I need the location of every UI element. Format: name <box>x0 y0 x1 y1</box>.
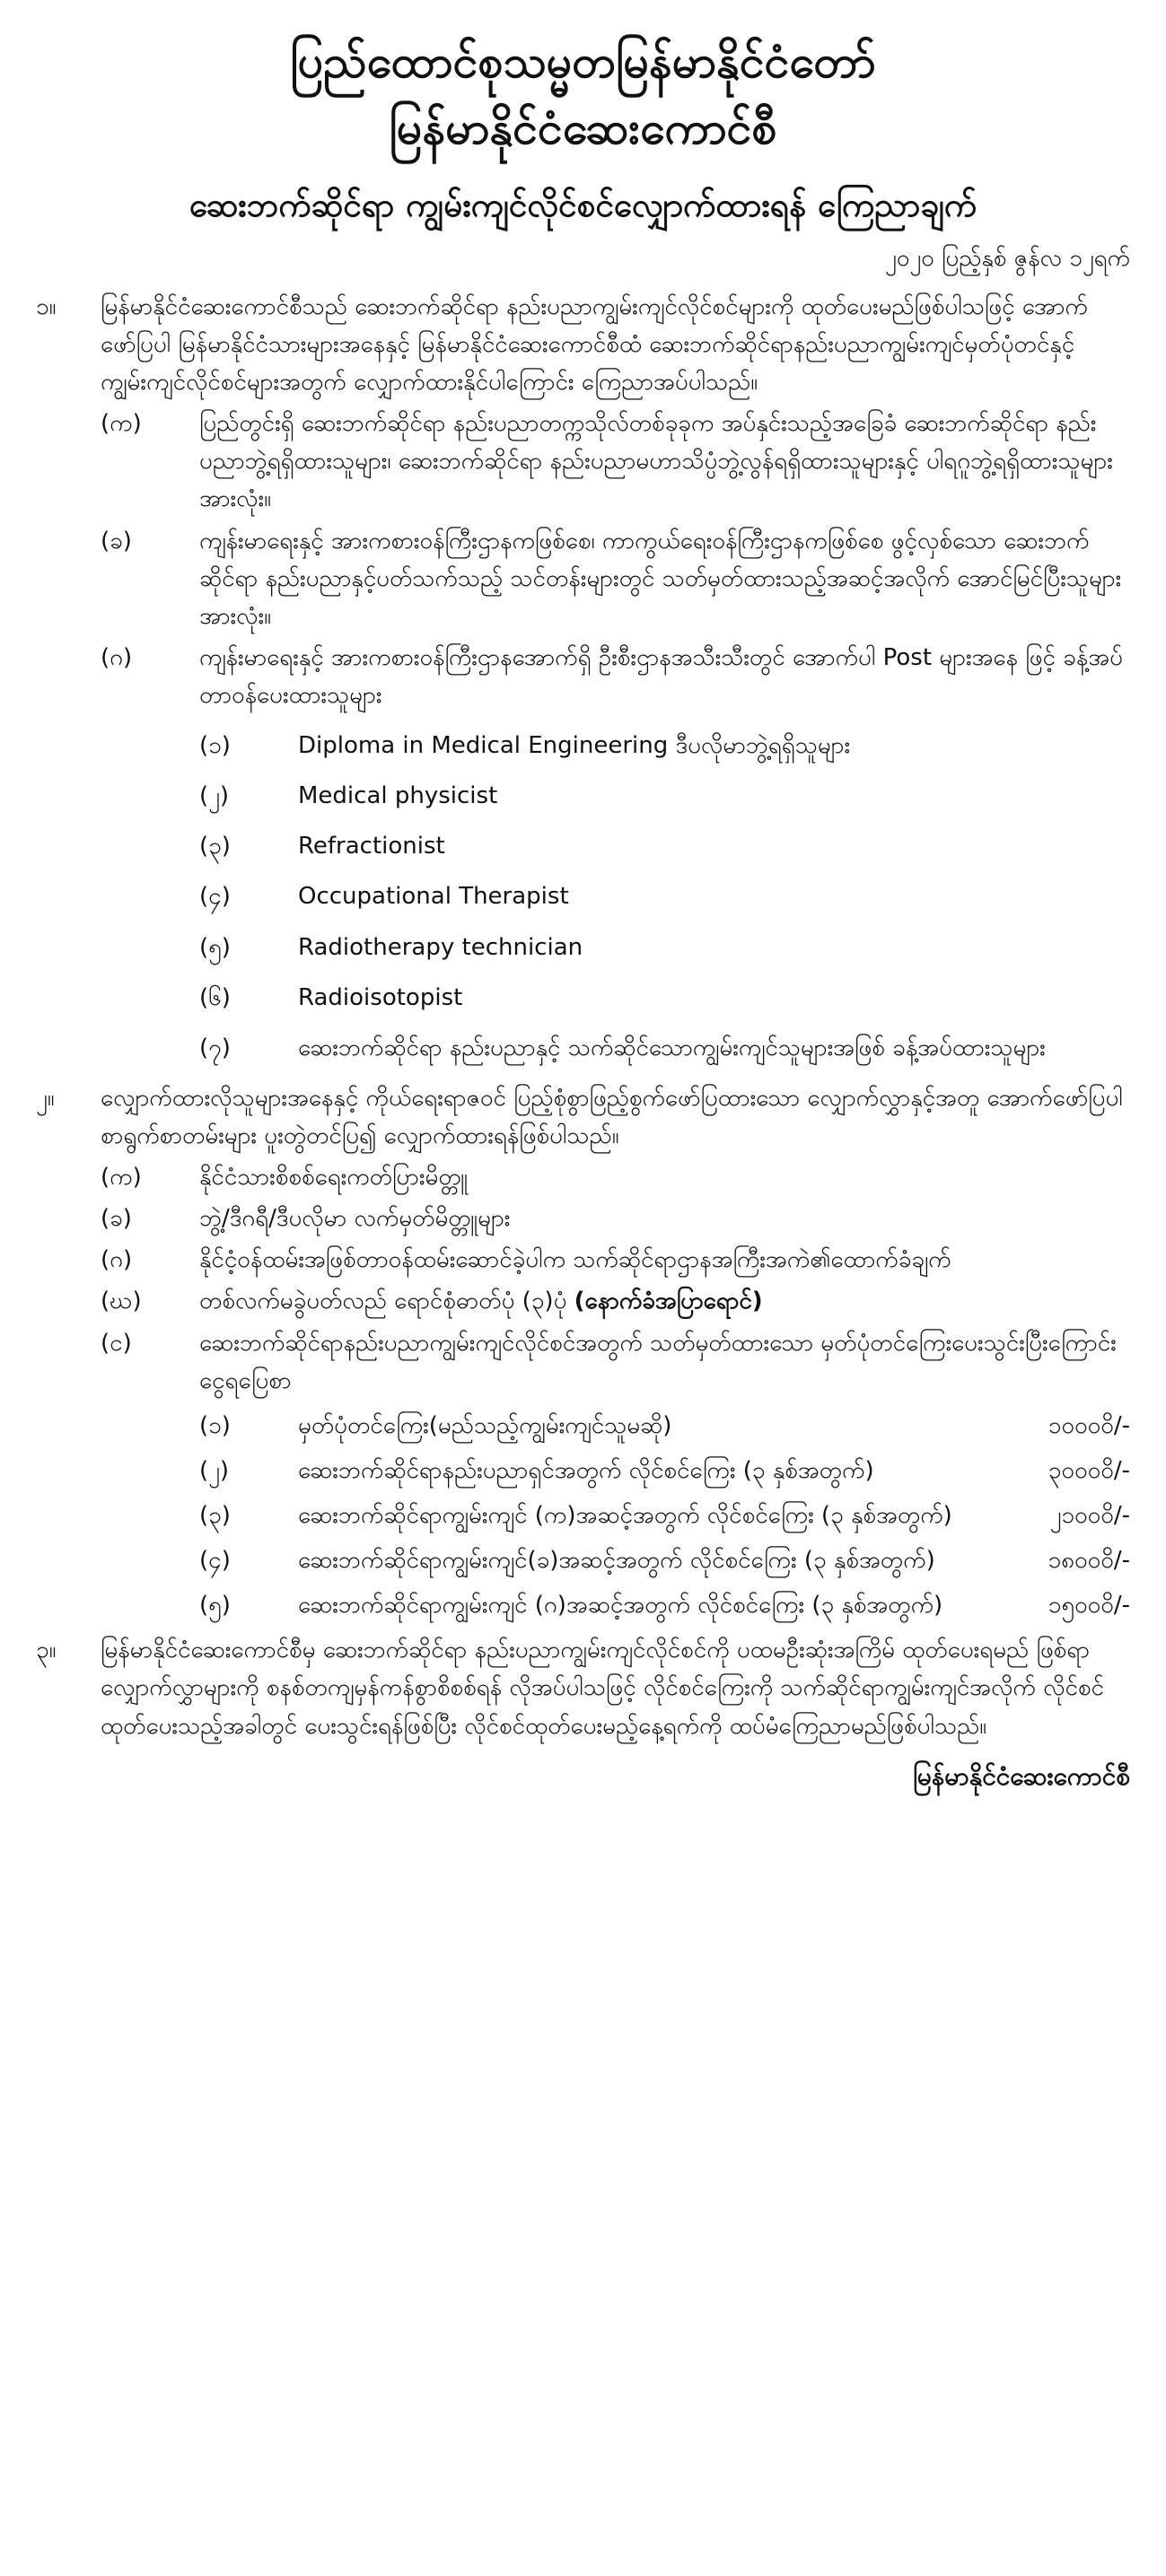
fee-amount: ၁၀၀၀၀ိ/- <box>1048 1411 1130 1439</box>
post-item <box>199 827 1130 865</box>
fee-number: (၂) <box>199 1456 230 1484</box>
post-item <box>199 878 1130 915</box>
announcement-date: ၂၀၂၀ ပြည့်နှစ် ဇွန်လ ၁၂ရက် <box>884 244 1130 272</box>
fee-receipt-item <box>101 1324 1130 1400</box>
section-text: လျှောက်ထားလိုသူများအနေနှင့် ကိုယ်ရေးရာဇဝင် ပြည့်စုံစွာဖြည့်စွက်ဖော်ပြထားသော လျှောက်လွှာနှင့်အတူ အောက်ဖော်ပြပါစာရွက်စာတမ်းများ ပူးတွဲတင်ပြ၍ လျှောက်ထားရန်ဖြစ်ပါသည်။ <box>101 1084 1123 1149</box>
eligibility-item <box>101 639 1130 714</box>
section-3 <box>36 1631 1130 1744</box>
post-text: Diploma in Medical Engineering ဒီပလိုမာဘွဲ့ရရှိသူများ <box>298 732 851 760</box>
post-text: ဆေးဘက်ဆိုင်ရာ နည်းပညာနှင့် သက်ဆိုင်သောကျွမ်းကျင်သူများအဖြစ် ခန့်အပ်ထားသူများ <box>298 1034 1046 1061</box>
item-text: ပြည်တွင်းရှိ ဆေးဘက်ဆိုင်ရာ နည်းပညာတက္ကသိုလ်တစ်ခုခုက အပ်နှင်းသည့်အခြေခံ ဆေးဘက်ဆိုင်ရာ နည်းပညာဘွဲ့ရရှိထားသူများ၊ ဆေးဘက်ဆိုင်ရာ နည်းပညာမဟာသိပ္ပံဘွဲ့လွန်ရရှိထားသူများနှင့် ပါရဂူဘွဲ့ရရှိထားသူများအားလုံး။ <box>199 410 1113 513</box>
item-text: နိုင်ငံ့ဝန်ထမ်းအဖြစ်တာဝန်ထမ်းဆောင်ခဲ့ပါက သက်ဆိုင်ရာဌာနအကြီးအကဲ၏ထောက်ခံချက် <box>199 1246 951 1274</box>
item-number: (ခ) <box>101 1205 132 1233</box>
post-text: Radiotherapy technician <box>298 933 583 961</box>
fee-label: မှတ်ပုံတင်ကြေး(မည်သည့်ကျွမ်းကျင်သူမဆို) <box>298 1411 672 1439</box>
item-number: (ဃ) <box>101 1288 142 1315</box>
post-number: (၅) <box>199 933 231 961</box>
document-item <box>101 1241 1130 1279</box>
post-item <box>199 727 1130 764</box>
fee-label: ဆေးဘက်ဆိုင်ရာကျွမ်းကျင် (ဂ)အဆင့်အတွက် လိုင်စင်ကြေး (၃ နှစ်အတွက်) <box>298 1592 943 1620</box>
item-text: ကျန်းမာရေးနှင့် အားကစားဝန်ကြီးဌာနအောက်ရှိ ဦးစီးဌာနအသီးသီးတွင် အောက်ပါ Post များအနေ ဖြင့် ခန့်အပ်တာဝန်ပေးထားသူများ <box>199 643 1123 709</box>
post-number: (၂) <box>199 782 230 810</box>
fee-row <box>199 1586 1130 1624</box>
item-text: ဘွဲ့/ဒီဂရီ/ဒီပလိုမာ လက်မှတ်မိတ္တူများ <box>199 1205 511 1233</box>
eligibility-item <box>101 405 1130 518</box>
post-text: Radioisotopist <box>298 983 463 1011</box>
fee-row <box>199 1541 1130 1579</box>
photo-item-text: တစ်လက်မခွဲပတ်လည် ရောင်စုံဓာတ်ပုံ (၃)ပုံ <box>199 1288 574 1315</box>
fee-label: ဆေးဘက်ဆိုင်ရာကျွမ်းကျင်(ခ)အဆင့်အတွက် လိုင်စင်ကြေး (၃ နှစ်အတွက်) <box>298 1547 935 1575</box>
post-text: Occupational Therapist <box>298 883 569 911</box>
document-item <box>101 1158 1130 1196</box>
photo-item <box>101 1282 1130 1320</box>
item-text: ဆေးဘက်ဆိုင်ရာနည်းပညာကျွမ်းကျင်လိုင်စင်အတွက် သတ်မှတ်ထားသော မှတ်ပုံတင်ကြေးပေးသွင်းပြီးကြောင်း ငွေရပြေစာ <box>199 1329 1117 1394</box>
post-text: Refractionist <box>298 833 445 860</box>
fee-number: (၃) <box>199 1501 231 1529</box>
section-text: မြန်မာနိုင်ငံဆေးကောင်စီမှ ဆေးဘက်ဆိုင်ရာ နည်းပညာကျွမ်းကျင်လိုင်စင်ကို ပထမဦးဆုံးအကြိမ် ထုတ်ပေးရမည် ဖြစ်ရာ လျှောက်လွှာများကို စနစ်တကျမှန်ကန်စွာစိစစ်ရန် လိုအပ်ပါသဖြင့် လိုင်စင်ကြေးကို သက်ဆိုင်ရာကျွမ်းကျင်အလိုက် လိုင်စင် ထုတ်ပေးသည့်အခါတွင် ပေးသွင်းရန်ဖြစ်ပြီး လိုင်စင်ထုတ်ပေးမည့်နေ့ရက်ကို ထပ်မံကြေညာမည်ဖြစ်ပါသည်။ <box>101 1637 1104 1740</box>
document-item <box>101 1200 1130 1237</box>
post-number: (၁) <box>199 732 231 760</box>
post-number: (၇) <box>199 1034 231 1061</box>
title-line-2: မြန်မာနိုင်ငံဆေးကောင်စီ <box>389 101 777 154</box>
section-text: မြန်မာနိုင်ငံဆေးကောင်စီသည် ဆေးဘက်ဆိုင်ရာ နည်းပညာကျွမ်းကျင်လိုင်စင်များကို ထုတ်ပေးမည်ဖြစ်ပါသဖြင့် အောက်ဖော်ပြပါ မြန်မာနိုင်ငံသားများအနေနှင့် မြန်မာနိုင်ငံဆေးကောင်စီထံ ဆေးဘက်ဆိုင်ရာနည်းပညာကျွမ်းကျင်မှတ်ပုံတင်နှင့် ကျွမ်းကျင်လိုင်စင်များအတွက် လျှောက်ထားနိုင်ပါကြောင်း ကြေညာအပ်ပါသည်။ <box>101 293 1088 397</box>
post-number: (၃) <box>199 833 231 860</box>
section-2 <box>36 1079 1130 1155</box>
item-number: (ခ) <box>101 527 132 554</box>
item-text <box>199 1282 1130 1320</box>
post-item <box>199 929 1130 966</box>
fee-amount: ၁၅၀၀၀ိ/- <box>1048 1592 1130 1620</box>
post-number: (၄) <box>199 883 231 911</box>
fee-amount: ၂၁၀၀၀ိ/- <box>1049 1501 1130 1529</box>
fee-number: (၄) <box>199 1547 231 1575</box>
fee-row <box>199 1497 1130 1534</box>
item-number: (ဂ) <box>101 643 133 671</box>
signature: မြန်မာနိုင်ငံဆေးကောင်စီ <box>913 1760 1130 1791</box>
fee-number: (၅) <box>199 1592 231 1620</box>
fee-label: ဆေးဘက်ဆိုင်ရာနည်းပညာရှင်အတွက် လိုင်စင်ကြေး (၃ နှစ်အတွက်) <box>298 1456 874 1484</box>
section-1 <box>36 288 1130 401</box>
title-line-1: ပြည်ထောင်စုသမ္မတမြန်မာနိုင်ငံတော် <box>290 36 876 88</box>
item-number: (ဂ) <box>101 1246 133 1274</box>
photo-item-bold-text: (နောက်ခံအပြာရောင်) <box>574 1288 763 1315</box>
eligibility-item <box>101 522 1130 635</box>
post-item <box>199 1029 1130 1067</box>
item-text: ကျန်းမာရေးနှင့် အားကစားဝန်ကြီးဌာနကဖြစ်စေ၊ ကာကွယ်ရေးဝန်ကြီးဌာနကဖြစ်စေ ဖွင့်လှစ်သော ဆေးဘက်ဆိုင်ရာ နည်းပညာနှင့်ပတ်သက်သည့် သင်တန်းများတွင် သတ်မှတ်ထားသည့်အဆင့်အလိုက် အောင်မြင်ပြီးသူများအားလုံး။ <box>199 527 1122 630</box>
item-text: နိုင်ငံသားစိစစ်ရေးကတ်ပြားမိတ္တူ <box>199 1164 469 1192</box>
section-number: ၃။ <box>36 1637 57 1664</box>
section-number: ၁။ <box>36 293 57 320</box>
item-number: (က) <box>101 410 142 438</box>
post-item <box>199 979 1130 1017</box>
post-number: (၆) <box>199 983 231 1011</box>
post-item <box>199 777 1130 815</box>
item-number: (င) <box>101 1329 132 1357</box>
item-number: (က) <box>101 1164 142 1192</box>
fee-row <box>199 1407 1130 1445</box>
fee-amount: ၁၈၀၀၀ိ/- <box>1048 1547 1130 1575</box>
fee-amount: ၃၀၀၀၀ိ/- <box>1048 1456 1130 1484</box>
post-text: Medical physicist <box>298 782 498 810</box>
fee-row <box>199 1452 1130 1489</box>
fee-label: ဆေးဘက်ဆိုင်ရာကျွမ်းကျင် (က)အဆင့်အတွက် လိုင်စင်ကြေး (၃ နှစ်အတွက်) <box>298 1501 952 1529</box>
announcement-subtitle: ဆေးဘက်ဆိုင်ရာ ကျွမ်းကျင်လိုင်စင်လျှောက်ထားရန် ကြေညာချက် <box>188 186 978 224</box>
fee-number: (၁) <box>199 1411 231 1439</box>
section-number: ၂။ <box>36 1084 55 1112</box>
